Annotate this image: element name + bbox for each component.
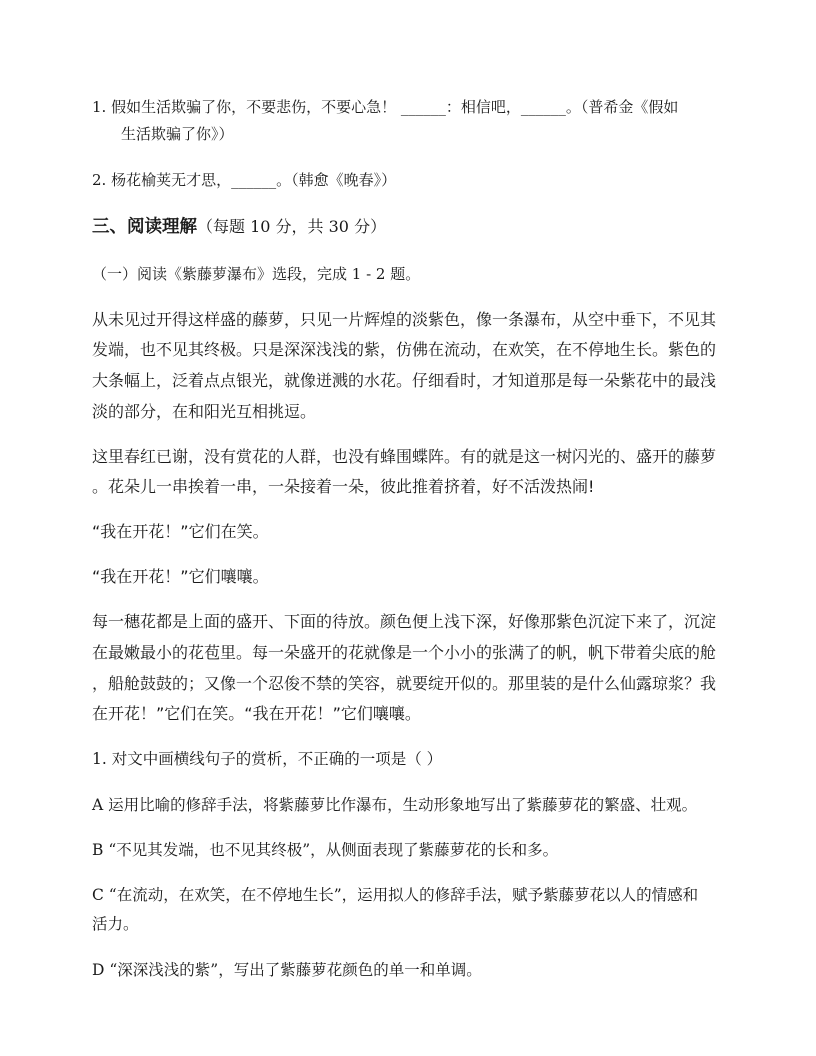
passage-line: 淡的部分，在和阳光互相挑逗。 (92, 402, 317, 421)
option-c-line-1: C “在流动，在欢笑，在不停地生长”，运用拟人的修辞手法，赋予紫藤萝花以人的情感和 (92, 886, 699, 904)
passage-line: 这里春红已谢，没有赏花的人群，也没有蜂围蝶阵。有的就是这一树闪光的、盛开的藤萝 (92, 447, 717, 466)
passage-line: 。花朵儿一串挨着一串，一朵接着一朵，彼此推着挤着，好不活泼热闹! (92, 477, 595, 496)
passage-line: 在开花！”它们在笑。“我在开花！”它们嚷嚷。 (92, 704, 421, 723)
section-3-subtitle: （每题 10 分，共 30 分） (197, 217, 387, 236)
passage-line: 在最嫩最小的花苞里。每一朵盛开的花就像是一个小小的张满了的帆，帆下带着尖底的舱 (92, 643, 717, 662)
fill-item-2: 2. 杨花榆荚无才思，______。（韩愈《晚春》） (92, 171, 397, 189)
option-c-line-2: 活力。 (92, 915, 139, 933)
passage-line: 大条幅上，泛着点点银光，就像迸溅的水花。仔细看时，才知道那是每一朵紫花中的最浅 (92, 371, 717, 390)
option-b: B “不见其发端，也不见其终极”，从侧面表现了紫藤萝花的长和多。 (92, 841, 559, 859)
fill-item-1-line-2: 生活欺骗了你》） (121, 125, 234, 143)
reading-intro: （一）阅读《紫藤萝瀑布》选段，完成 1 - 2 题。 (92, 265, 421, 283)
passage-line: 从未见过开得这样盛的藤萝，只见一片辉煌的淡紫色，像一条瀑布，从空中垂下，不见其 (92, 310, 717, 329)
question-1-stem: 1. 对文中画横线句子的赏析，不正确的一项是（ ） (92, 750, 443, 768)
passage-line: 发端，也不见其终极。只是深深浅浅的紫，仿佛在流动，在欢笑，在不停地生长。紫色的 (92, 340, 717, 359)
section-3-title: 三、阅读理解 (92, 217, 197, 237)
passage-line: ，船舱鼓鼓的；又像一个忍俊不禁的笑容，就要绽开似的。那里装的是什么仙露琼浆？我 (92, 674, 717, 693)
option-a: A 运用比喻的修辞手法，将紫藤萝比作瀑布，生动形象地写出了紫藤萝花的繁盛、壮观。 (92, 796, 698, 814)
section-3-heading (92, 216, 386, 238)
passage-line: 每一穗花都是上面的盛开、下面的待放。颜色便上浅下深，好像那紫色沉淀下来了，沉淀 (92, 612, 717, 631)
passage-line: “我在开花！”它们嚷嚷。 (92, 567, 269, 586)
fill-item-1-line-1: 1. 假如生活欺骗了你，不要悲伤，不要心急！ ______：相信吧，______。（普希金《假如 (92, 98, 679, 116)
option-d: D “深深浅浅的紫”，写出了紫藤萝花颜色的单一和单调。 (92, 961, 482, 979)
passage-line: “我在开花！”它们在笑。 (92, 522, 269, 541)
